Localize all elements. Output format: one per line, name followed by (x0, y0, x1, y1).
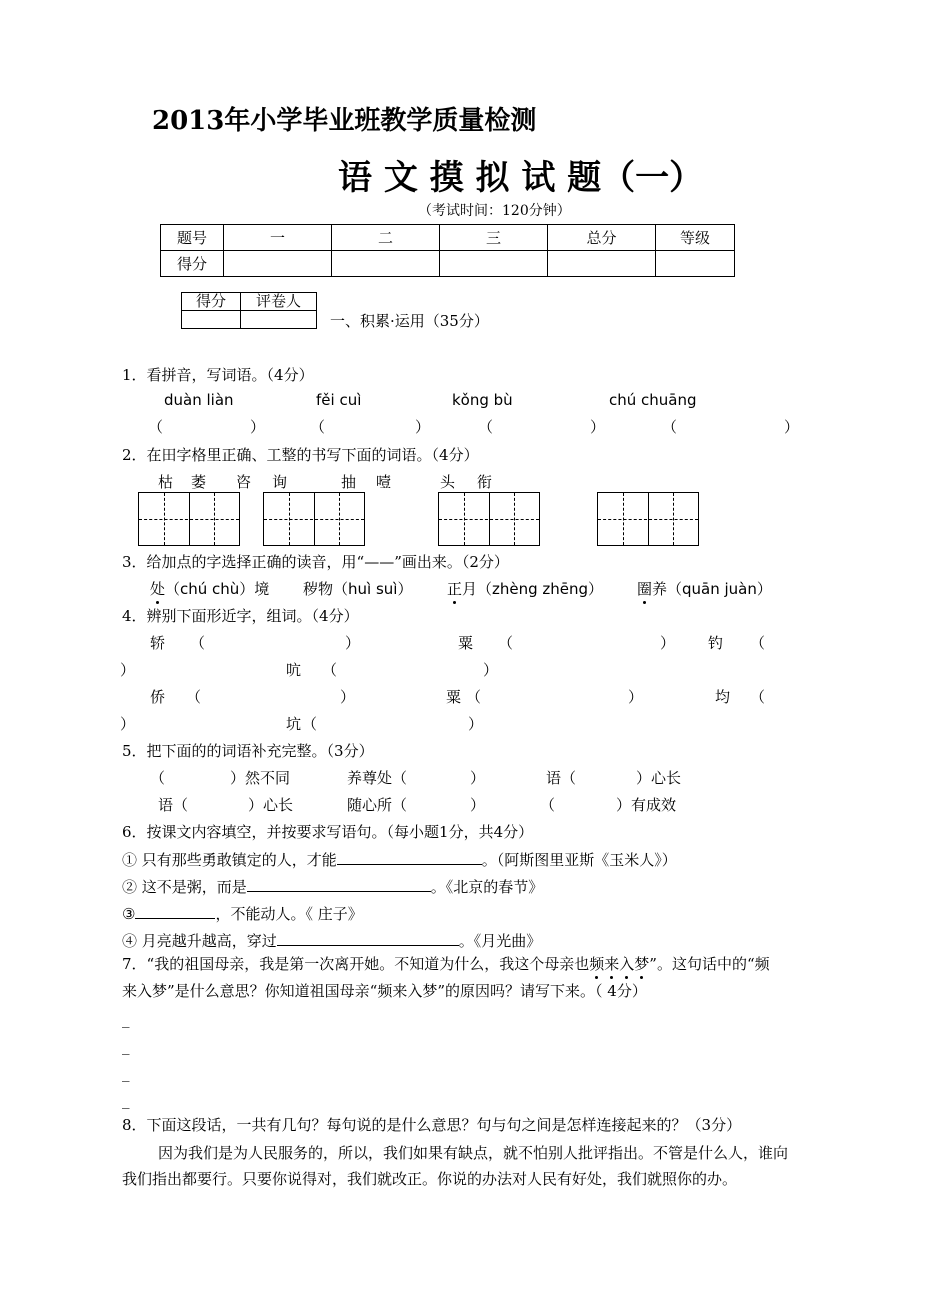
dotted-char: 正 (447, 580, 463, 598)
table-cell: 得分 (161, 251, 224, 277)
q8-paragraph-line: 因为我们是为人民服务的，所以，我们如果有缺点，就不怕别人批评指出。不管是什么人，谁向 (158, 1144, 789, 1162)
paren-close: ） (590, 418, 606, 436)
q2-word-char: 衔 (477, 473, 493, 491)
q4-char: 吭 (286, 661, 302, 679)
score-input-cell[interactable] (656, 251, 735, 277)
score-input-cell[interactable] (440, 251, 548, 277)
table-cell: 等级 (656, 225, 735, 251)
paren-open: （ (148, 418, 164, 436)
q3-options: 月（zhèng zhēng） (462, 580, 604, 598)
q6-text: ③ (122, 905, 136, 923)
q4-char: 均 (715, 688, 731, 706)
q4-char: 粟 (446, 688, 462, 706)
q5-part: ）然不同 (230, 769, 291, 787)
q6-text: 。（阿斯图里亚斯《玉米人》） (481, 851, 677, 869)
q6-text: ① 只有那些勇敢镇定的人，才能 (122, 851, 337, 869)
answer-line[interactable]: _ (122, 1010, 130, 1028)
table-cell: 总分 (548, 225, 656, 251)
grader-score-cell[interactable] (182, 311, 241, 329)
score-table-score-row (161, 251, 735, 277)
dotted-char: 入 (619, 955, 635, 973)
q6-text: ④ 月亮越升越高，穿过 (122, 932, 277, 950)
paren-close: ） (628, 688, 644, 706)
q7-line: 来入梦”是什么意思？你知道祖国母亲“频来入梦”的原因吗？请写下来。（ 4分） (122, 982, 647, 1000)
q6-line (122, 902, 363, 924)
q4-char: 侨 (150, 688, 166, 706)
q5-part: ）有成效 (616, 796, 677, 814)
q5-part: 语（ (158, 796, 189, 814)
q2-stem: 2．在田字格里正确、工整的书写下面的词语。（4分） (122, 446, 479, 464)
paren-close: ） (468, 715, 484, 733)
paren-open: （ (750, 688, 766, 706)
table-cell: 一 (224, 225, 332, 251)
q3-item (303, 578, 412, 599)
q2-word-char: 咨 (236, 473, 252, 491)
q5-part: 语（ (546, 769, 577, 787)
answer-line[interactable]: _ (122, 1091, 130, 1109)
q1-pinyin: duàn liàn (164, 391, 234, 409)
answer-blank[interactable] (337, 848, 482, 865)
q2-word-char: 噎 (376, 473, 392, 491)
q3-options: 养（quān juàn） (652, 580, 772, 598)
answer-blank[interactable] (135, 902, 215, 919)
q6-stem: 6．按课文内容填空，并按要求写语句。（每小题1分，共4分） (122, 823, 534, 841)
q5-part: ） (470, 769, 486, 787)
q1-pinyin: chú chuāng (609, 391, 697, 409)
paren-close: ） (345, 634, 361, 652)
paren-open: （ (322, 661, 338, 679)
q7-line (122, 953, 770, 974)
answer-blank[interactable] (247, 875, 431, 892)
q4-char: 坑 (286, 715, 302, 733)
answer-blank[interactable] (277, 929, 459, 946)
q3-item (447, 578, 603, 599)
q3-char: 秽 (303, 580, 319, 598)
tianzige-grid[interactable] (438, 492, 540, 546)
q3-stem: 3．给加点的字选择正确的读音，用“——”画出来。（2分） (122, 553, 509, 571)
paren-close: ） (415, 418, 431, 436)
main-title: 语 文 摸 拟 试 题（一） (338, 158, 704, 198)
paren-open: （ (310, 418, 326, 436)
q2-word-char: 询 (272, 473, 288, 491)
paren-close: ） (340, 688, 356, 706)
time-note: （考试时间：120分钟） (418, 203, 571, 219)
q1-pinyin: fěi cuì (316, 391, 362, 409)
paren-open: （ (186, 688, 202, 706)
tianzige-grid[interactable] (138, 492, 240, 546)
q4-char: 钓 (708, 634, 724, 652)
paren-open: （ (662, 418, 678, 436)
score-input-cell[interactable] (548, 251, 656, 277)
score-input-cell[interactable] (224, 251, 332, 277)
table-cell: 二 (332, 225, 440, 251)
q7-text: ”。这句话中的“频 (649, 955, 770, 973)
q2-word-char: 抽 (341, 473, 357, 491)
dotted-char: 梦 (634, 955, 650, 973)
dotted-char: 圈 (637, 580, 653, 598)
q4-char: 粟 (458, 634, 474, 652)
q2-word-char: 枯 (158, 473, 174, 491)
paren-close: ） (784, 418, 800, 436)
grader-score-label: 得分 (182, 293, 241, 311)
dotted-char: 来 (604, 955, 620, 973)
paren-close: ） (120, 661, 136, 679)
paren-close: ） (250, 418, 266, 436)
answer-line[interactable]: _ (122, 1064, 130, 1082)
q3-item (150, 578, 269, 599)
paren-close: ） (483, 661, 499, 679)
q1-pinyin: kǒng bù (452, 391, 513, 409)
q2-word-char: 头 (440, 473, 456, 491)
paren-open: （ (302, 715, 318, 733)
paren-open: （ (478, 418, 494, 436)
q5-part: ） (470, 796, 486, 814)
q7-text: 7．“我的祖国母亲，我是第一次离开她。不知道为什么，我这个母亲也 (122, 955, 590, 973)
q6-line (122, 875, 543, 897)
paren-open: （ (190, 634, 206, 652)
answer-line[interactable]: _ (122, 1037, 130, 1055)
q6-line (122, 929, 541, 951)
q5-part: （ (150, 769, 166, 787)
table-cell: 题号 (161, 225, 224, 251)
exam-title: 2013年小学毕业班教学质量检测 (152, 106, 537, 136)
paren-close: ） (660, 634, 676, 652)
tianzige-grid[interactable] (597, 492, 699, 546)
q4-char: 轿 (150, 634, 166, 652)
grader-name-cell[interactable] (241, 311, 317, 329)
tianzige-grid[interactable] (263, 492, 365, 546)
score-table-header-row (161, 225, 735, 251)
table-cell: 三 (440, 225, 548, 251)
q3-item (637, 578, 772, 599)
q8-stem: 8．下面这段话，一共有几句？每句说的是什么意思？句与句之间是怎样连接起来的？（3分） (122, 1116, 742, 1134)
q4-stem: 4．辨别下面形近字，组词。（4分） (122, 607, 359, 625)
q6-line (122, 848, 677, 870)
q6-text: ，不能动人。《 庄子》 (215, 905, 363, 923)
q5-part: ）心长 (248, 796, 294, 814)
q5-part: ）心长 (636, 769, 682, 787)
q8-paragraph-line: 我们指出都要行。只要你说得对，我们就改正。你说的办法对人民有好处，我们就照你的办。 (122, 1170, 738, 1188)
q5-stem: 5．把下面的的词语补充完整。（3分） (122, 742, 374, 760)
paren-close: ） (120, 715, 136, 733)
paren-open: （ (750, 634, 766, 652)
q6-text: 。《北京的春节》 (430, 878, 544, 896)
q6-text: 。《月光曲》 (458, 932, 542, 950)
section-title: 一、积累·运用（35分） (330, 312, 489, 330)
score-input-cell[interactable] (332, 251, 440, 277)
q5-part: 养尊处（ (347, 769, 408, 787)
q3-options: （chú chù）境 (165, 580, 270, 598)
paren-open: （ (498, 634, 514, 652)
grader-name-label: 评卷人 (241, 293, 317, 311)
q5-part: 随心所（ (347, 796, 408, 814)
q3-options: 物（huì suì） (318, 580, 413, 598)
paren-open: （ (466, 688, 482, 706)
q2-word-char: 萎 (191, 473, 207, 491)
q1-stem: 1．看拼音，写词语。（4分） (122, 366, 314, 384)
dotted-char: 频 (589, 955, 605, 973)
q6-text: ② 这不是粥，而是 (122, 878, 247, 896)
q5-part: （ (540, 796, 556, 814)
dotted-char: 处 (150, 580, 166, 598)
grader-box (181, 292, 317, 329)
score-table (160, 224, 735, 277)
